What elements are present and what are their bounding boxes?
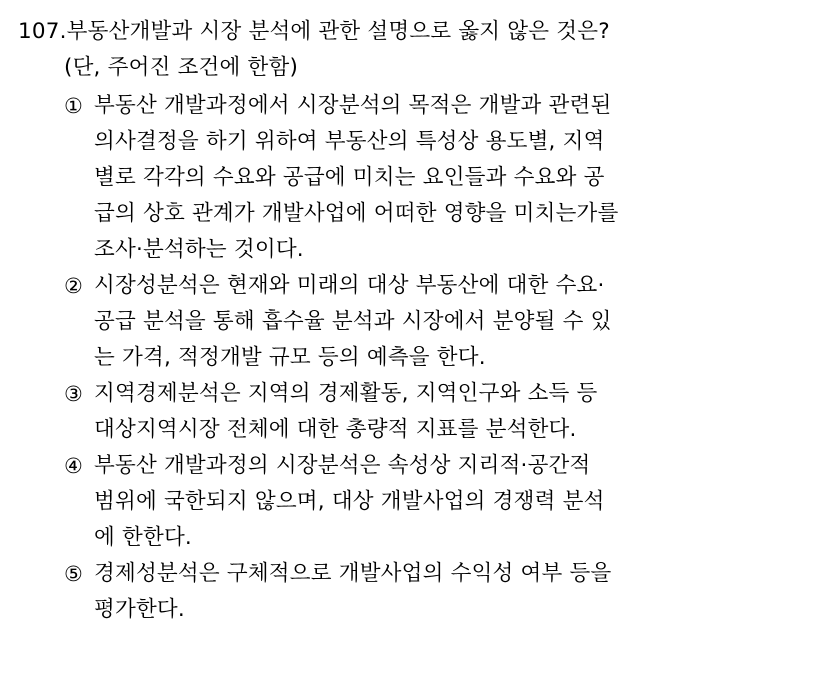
question-condition-note: (단, 주어진 조건에 한함) xyxy=(64,55,299,80)
question-number: 107. xyxy=(18,19,67,44)
choice-marker-3: ③ xyxy=(64,382,84,406)
choice-line: 부동산 개발과정의 시장분석은 속성상 지리적·공간적 xyxy=(94,453,591,478)
choice-line: 별로 각각의 수요와 공급에 미치는 요인들과 수요와 공 xyxy=(94,165,605,190)
choice-line: 평가한다. xyxy=(94,597,185,622)
choice-marker-5: ⑤ xyxy=(64,562,84,586)
choice-text-5 xyxy=(94,556,816,628)
choice-line: 부동산 개발과정에서 시장분석의 목적은 개발과 관련된 xyxy=(94,93,612,118)
choice-text-3 xyxy=(94,376,816,448)
choice-line: 급의 상호 관계가 개발사업에 어떠한 영향을 미치는가를 xyxy=(94,201,619,226)
choice-option-2[interactable] xyxy=(64,268,816,376)
question-stem: 부동산개발과 시장 분석에 관한 설명으로 옳지 않은 것은? xyxy=(66,19,610,44)
choice-line: 경제성분석은 구체적으로 개발사업의 수익성 여부 등을 xyxy=(94,561,612,586)
question-heading xyxy=(18,14,816,50)
choice-option-4[interactable] xyxy=(64,448,816,556)
choice-marker-4: ④ xyxy=(64,454,84,478)
choice-line: 대상지역시장 전체에 대한 총량적 지표를 분석한다. xyxy=(94,417,577,442)
choice-text-4 xyxy=(94,448,816,556)
choice-line: 공급 분석을 통해 흡수율 분석과 시장에서 분양될 수 있 xyxy=(94,309,612,334)
choice-line: 조사·분석하는 것이다. xyxy=(94,237,304,262)
choice-list xyxy=(64,88,816,628)
choice-option-1[interactable] xyxy=(64,88,816,268)
choice-text-2 xyxy=(94,268,816,376)
choice-line: 범위에 국한되지 않으며, 대상 개발사업의 경쟁력 분석 xyxy=(94,489,605,514)
choice-option-5[interactable] xyxy=(64,556,816,628)
choice-line: 시장성분석은 현재와 미래의 대상 부동산에 대한 수요· xyxy=(94,273,605,298)
choice-line: 의사결정을 하기 위하여 부동산의 특성상 용도별, 지역 xyxy=(94,129,605,154)
choice-option-3[interactable] xyxy=(64,376,816,448)
question-block xyxy=(18,14,816,628)
choice-text-1 xyxy=(94,88,816,268)
choice-line: 는 가격, 적정개발 규모 등의 예측을 한다. xyxy=(94,345,486,370)
choice-line: 지역경제분석은 지역의 경제활동, 지역인구와 소득 등 xyxy=(94,381,598,406)
choice-marker-1: ① xyxy=(64,94,84,118)
choice-marker-2: ② xyxy=(64,274,84,298)
choice-line: 에 한한다. xyxy=(94,525,192,550)
